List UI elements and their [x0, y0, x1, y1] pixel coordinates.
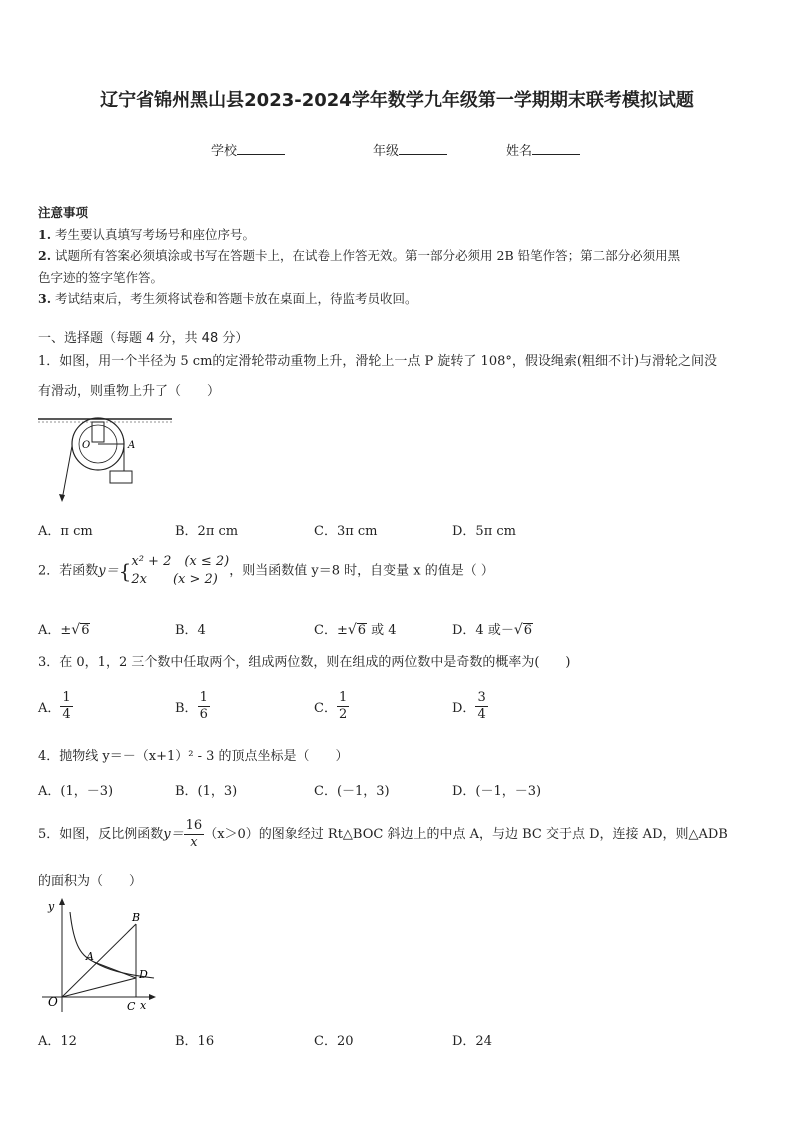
- inverse-function-fraction: $\frac{16}{x}$: [185, 818, 203, 850]
- q3-option-a[interactable]: A． $\frac{1}{4}$: [38, 690, 71, 722]
- q4-options: [38, 780, 758, 802]
- pulley-figure: [36, 414, 176, 506]
- school-field[interactable]: [211, 140, 285, 159]
- school-label: 学校: [211, 144, 238, 159]
- q3-option-c[interactable]: C． $\frac{1}{2}$: [314, 690, 348, 722]
- q5-options: [38, 1030, 758, 1052]
- grade-field[interactable]: [373, 140, 447, 159]
- q5-option-d[interactable]: D．24: [452, 1034, 492, 1049]
- pulley-center-label: O: [82, 440, 91, 451]
- q2-option-b[interactable]: B．4: [175, 623, 206, 638]
- page-title: 辽宁省锦州黑山县2023-2024学年数学九年级第一学期期末联考模拟试题: [100, 90, 694, 111]
- notice-block: [38, 202, 758, 310]
- origin-label: O: [48, 995, 58, 1009]
- question-4: 4．抛物线 y＝－（x+1）² - 3 的顶点坐标是（ ）: [38, 749, 349, 764]
- section-heading: 一、选择题（每题 4 分，共 48 分）: [38, 331, 249, 346]
- question-3: 3．在 0，1，2 三个数中任取两个，组成两位数，则在组成的两位数中是奇数的概率为( ): [38, 655, 571, 670]
- q1-option-d[interactable]: D．5π cm: [452, 524, 516, 539]
- grade-label: 年级: [373, 144, 400, 159]
- q3-option-b[interactable]: B． $\frac{1}{6}$: [175, 690, 208, 722]
- point-b-label: B: [132, 911, 141, 924]
- y-axis-label: y: [48, 900, 55, 913]
- name-label: 姓名: [506, 144, 533, 159]
- q2-option-c[interactable]: C．±√6 或 4: [314, 622, 397, 638]
- q2-option-d[interactable]: D．4 或－√6: [452, 622, 533, 638]
- piecewise-function: x² + 2 (x ≤ 2) 2x (x > 2): [131, 554, 230, 587]
- notice-item: 3. 考试结束后，考生须将试卷和答题卡放在桌面上，待监考员收回。: [38, 291, 418, 306]
- notice-heading: 注意事项: [38, 205, 89, 220]
- notice-item: 色字迹的签字笔作答。: [38, 269, 164, 285]
- q4-option-a[interactable]: A．(1，－3): [38, 784, 114, 799]
- pulley-point-label: A: [128, 440, 136, 451]
- question-2: 2．若函数y＝{ x² + 2 (x ≤ 2) 2x (x > 2) ，则当函数值 y＝8 时，自变量 x 的值是（ ）: [38, 554, 494, 587]
- q3-option-d[interactable]: D． $\frac{3}{4}$: [452, 690, 486, 722]
- q4-option-c[interactable]: C．(－1，3): [314, 784, 390, 799]
- q4-option-b[interactable]: B．(1，3): [175, 784, 238, 799]
- q5-option-a[interactable]: A．12: [38, 1034, 77, 1049]
- q5-option-b[interactable]: B．16: [175, 1034, 215, 1049]
- notice-item: 1. 考生要认真填写考场号和座位序号。: [38, 226, 256, 242]
- q1-option-b[interactable]: B．2π cm: [175, 524, 239, 539]
- question-5: 5．如图，反比例函数y＝ $\frac{16}{x}$ （x＞0）的图象经过 Rt△BOC 斜边上的中点 A，与边 BC 交于点 D，连接 AD，则△ADB: [38, 818, 728, 850]
- question-1: [38, 347, 758, 407]
- point-c-label: C: [127, 1000, 136, 1013]
- notice-item: 2. 试题所有答案必须填涂或书写在答题卡上，在试卷上作答无效。第一部分必须用 2B 铅笔作答；第二部分必须用黑: [38, 248, 681, 263]
- q1-options: [38, 520, 758, 542]
- x-axis-label: x: [140, 999, 147, 1012]
- inverse-function-figure: [36, 896, 158, 1016]
- q2-option-a[interactable]: A．±√6: [38, 622, 90, 638]
- q1-option-a[interactable]: A．π cm: [38, 524, 93, 539]
- q4-option-d[interactable]: D．(－1，－3): [452, 784, 542, 799]
- point-d-label: D: [139, 968, 148, 981]
- q1-line1: 1．如图，用一个半径为 5 cm的定滑轮带动重物上升，滑轮上一点 P 旋转了 108°，假设绳索(粗细不计)与滑轮之间没: [38, 354, 718, 369]
- q1-line2: 有滑动，则重物上升了（ ）: [38, 384, 221, 399]
- point-a-label: A: [86, 950, 94, 963]
- q2-options: [38, 619, 758, 641]
- name-field[interactable]: [506, 140, 580, 159]
- q3-options: [38, 690, 758, 732]
- q5-line2: 的面积为（ ）: [38, 874, 143, 889]
- q1-option-c[interactable]: C．3π cm: [314, 524, 378, 539]
- q5-option-c[interactable]: C．20: [314, 1034, 354, 1049]
